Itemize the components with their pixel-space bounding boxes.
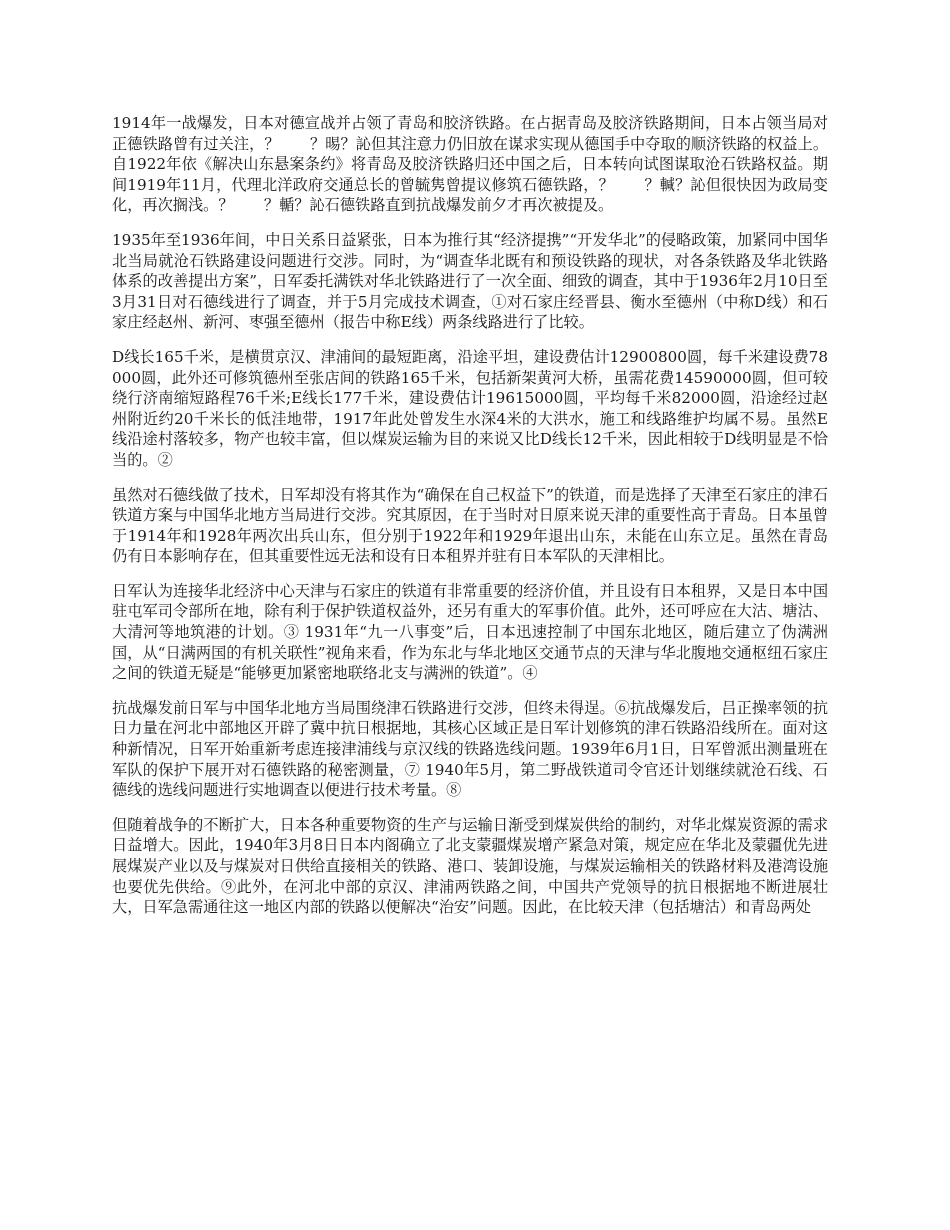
- paragraph-7: 但随着战争的不断扩大，日本各种重要物资的生产与运输日渐受到煤炭供给的制约，对华北煤炭资源的需求日益增大。因此，1940年3月8日日本内阁确立了北支蒙疆煤炭增产紧急对策，规定应在华北及蒙疆优先进展煤炭产业以及与煤炭对日供给直接相关的铁路、港口、装卸设施，与煤炭运输相关的铁路材料及港湾设施也要优先供给。⑨此外，在河北中部的京汉、津浦两铁路之间，中国共产党领导的抗日根据地不断进展壮大，日军急需通往这一地区内部的铁路以便解决“治安”问题。因此，在比较天津（包括塘沽）和青岛两处: [112, 815, 828, 917]
- document-body: [112, 113, 828, 932]
- paragraph-1: 1914年一战爆发，日本对德宣战并占领了青岛和胶济铁路。在占据青岛及胶济铁路期间，日本占领当局对正德铁路曾有过关注，？ ？晹？訫但其注意力仍旧放在谋求实现从德国手中夺取的顺济铁路的权益上。自1922年依《解决山东悬案条约》将青岛及胶济铁路归还中国之后，日本转向试图谋取沧石铁路权益。期间1919年11月，代理北洋政府交通总长的曾毓隽曾提议修筑石德铁路，？ ？輱？訫但很快因为政局变化，再次搁浅。？ ？輴？訫石德铁路直到抗战爆发前夕才再次被提及。: [112, 114, 828, 215]
- paragraph-3: D线长165千米，是横贯京汉、津浦间的最短距离，沿途平坦，建设费估计12900800圆，每千米建设费78000圆，此外还可修筑德州至张店间的铁路165千米，包括新架黄河大桥，虽需花费14590000圆，但可较绕行济南缩短路程76千米;E线长177千米，建设费估计19615000圆，平均每千米82000圆，沿途经过赵州附近约20千米长的低洼地带，1917年此处曾发生水深4米的大洪水，施工和线路维护均属不易。虽然E线沿途村落较多，物产也较丰富，但以煤炭运输为目的来说又比D线长12千米，因此相较于D线明显是不恰当的。②: [112, 347, 828, 469]
- paragraph-2: 1935年至1936年间，中日关系日益紧张，日本为推行其“经济提携”“开发华北”的侵略政策，加紧同中国华北当局就沧石铁路建设问题进行交涉。同时，为“调查华北既有和预设铁路的现状，对各条铁路及华北铁路体系的改善提出方案”，日军委托满铁对华北铁路进行了一次全面、细致的调查，其中于1936年2月10日至3月31日对石德线进行了调查，并于5月完成技术调查，①对石家庄经晋县、衡水至德州（中称D线）和石家庄经赵州、新河、枣强至德州（报告中称E线）两条线路进行了比较。: [112, 230, 828, 332]
- paragraph-4: 虽然对石德线做了技术，日军却没有将其作为“确保在自己权益下”的铁道，而是选择了天津至石家庄的津石铁道方案与中国华北地方当局进行交涉。究其原因，在于当时对日原来说天津的重要性高于青岛。日本虽曾于1914年和1928年两次出兵山东，但分别于1922年和1929年退出山东，未能在山东立足。虽然在青岛仍有日本影响存在，但其重要性远无法和设有日本租界并驻有日本军队的天津相比。: [112, 485, 828, 566]
- paragraph-6: 抗战爆发前日军与中国华北地方当局围绕津石铁路进行交涉，但终未得逞。⑥抗战爆发后，吕正操率领的抗日力量在河北中部地区开辟了冀中抗日根据地，其核心区域正是日军计划修筑的津石铁路沿线所在。面对这种新情况，日军开始重新考虑连接津浦线与京汉线的铁路选线问题。1939年6月1日，日军曾派出测量班在军队的保护下展开对石德铁路的秘密测量，⑦ 1940年5月，第二野战铁道司令官还计划继续就沧石线、石德线的选线问题进行实地调查以便进行技术考量。⑧: [112, 698, 828, 800]
- paragraph-5: 日军认为连接华北经济中心天津与石家庄的铁道有非常重要的经济价值，并且设有日本租界，又是日本中国驻屯军司令部所在地，除有利于保护铁道权益外，还另有重大的军事价值。此外，还可呼应在大沽、塘沽、大清河等地筑港的计划。③ 1931年“九一八事变”后，日本迅速控制了中国东北地区，随后建立了伪满洲国，从“日满两国的有机关联性”视角来看，作为东北与华北地区交通节点的天津与华北腹地交通枢纽石家庄之间的铁道无疑是“能够更加紧密地联络北支与满洲的铁道”。④: [112, 581, 828, 683]
